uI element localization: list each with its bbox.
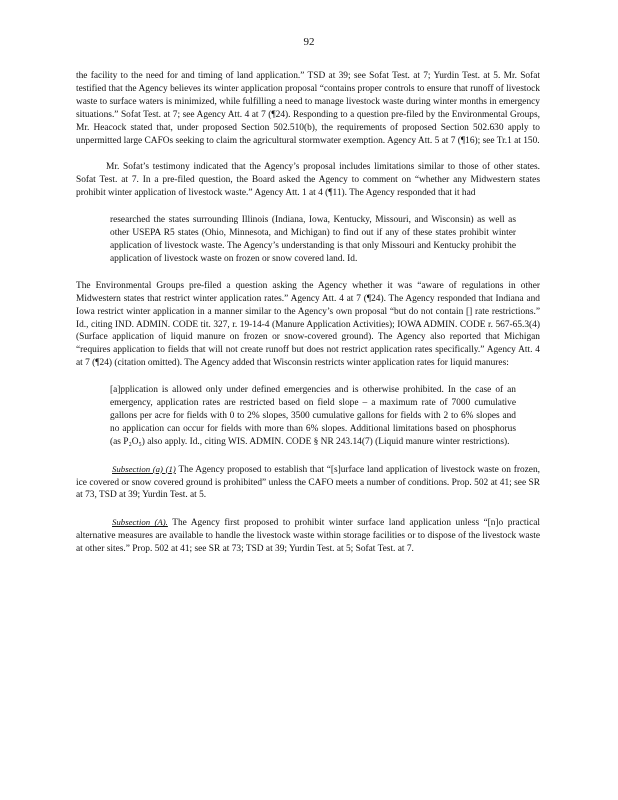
subsection-heading-A: Subsection (A). xyxy=(112,517,168,528)
subsection-A-paragraph xyxy=(76,516,540,556)
subsection-heading-a1: Subsection (a) (1) xyxy=(112,463,176,474)
block-quote-1: researched the states surrounding Illinois (Indiana, Iowa, Kentucky, Missouri, and Wisconsin) as well as other USEPA R5 states (Ohio, Minnesota, and Michigan) to find out if any of these states prohibit winter application of livestock waste. The Agency’s understanding is that only Missouri and Kentucky prohibit the application of livestock waste on frozen or snow covered land. Id. xyxy=(110,215,516,264)
block-quote-2: [a]pplication is allowed only under defined emergencies and is otherwise prohibited. In the case of an emergency, application rates are restricted based on field slope – a maximum rate of 7000 cumulative gallons per acre for fields with 0 to 2% slopes, 3500 cumulative gallons for fields with 2 to 6% slopes and no application can occur for fields with more than 6% slopes. Additional limitations based on phosphorus (as P₂O₅) also apply. Id., citing WIS. ADMIN. CODE § NR 243.14(7) (Liquid manure winter restrictions). xyxy=(110,385,516,447)
paragraph-1: the facility to the need for and timing of land application.” TSD at 39; see Sofat Test. at 7; Yurdin Test. at 5. Mr. Sofat testified that the Agency believes its winter application proposal “contains proper controls to ensure that runoff of livestock waste to surface waters is minimized, while fulfilling a need to manage livestock waste during winter months in emergency situations.” Sofat Test. at 7; see Agency Att. 4 at 7 (¶24). Responding to a question pre-filed by the Environmental Groups, Mr. Heacock stated that, under proposed Section 502.510(b), the requirements of proposed Section 502.630 apply to unpermitted large CAFOs seeking to claim the agricultural stormwater exemption. Agency Att. 5 at 7 (¶16); see Tr.1 at 150. xyxy=(76,71,540,146)
page-number: 92 xyxy=(303,36,315,48)
document-body xyxy=(76,70,540,570)
subsection-A-text: The Agency first proposed to prohibit winter surface land application unless “[n]o practical alternative measures are available to handle the livestock waste within storage facilities or to dispose of the livestock waste at other sites.” Prop. 502 at 41; see SR at 73; TSD at 39; Yurdin Test. at 5; Sofat Test. at 7. xyxy=(76,518,540,555)
subsection-a1-paragraph xyxy=(76,463,540,503)
paragraph-2: Mr. Sofat’s testimony indicated that the Agency’s proposal includes limitations similar to those of other states. Sofat Test. at 7. In a pre-filed question, the Board asked the Agency to comment on “whether any Midwestern states prohibit winter application of livestock waste.” Agency Att. 1 at 4 (¶11). The Agency responded that it had xyxy=(76,162,540,199)
paragraph-3: The Environmental Groups pre-filed a question asking the Agency whether it was “aware of regulations in other Midwestern states that restrict winter application rates.” Agency Att. 4 at 7 (¶24). The Agency responded that Indiana and Iowa restrict winter application in a manner similar to the Agency’s own proposal “but do not contain [] rate restrictions.” Id., citing IND. ADMIN. CODE tit. 327, r. 19-14-4 (Manure Application Activities); IOWA ADMIN. CODE r. 567-65.3(4) (Surface application of liquid manure on frozen or snow-covered ground). The Agency also reported that Michigan “requires application to fields that will not create runoff but does not restrict application rates specifically.” Agency Att. 4 at 7 (¶24) (citation omitted). The Agency added that Wisconsin restricts winter application rates for liquid manures: xyxy=(76,280,540,369)
subsection-a1-text: The Agency proposed to establish that “[s]urface land application of livestock waste on frozen, ice covered or snow covered ground is prohibited” unless the CAFO meets a number of conditions. Prop. 502 at 41; see SR at 73, TSD at 39; Yurdin Test. at 5. xyxy=(76,464,540,501)
